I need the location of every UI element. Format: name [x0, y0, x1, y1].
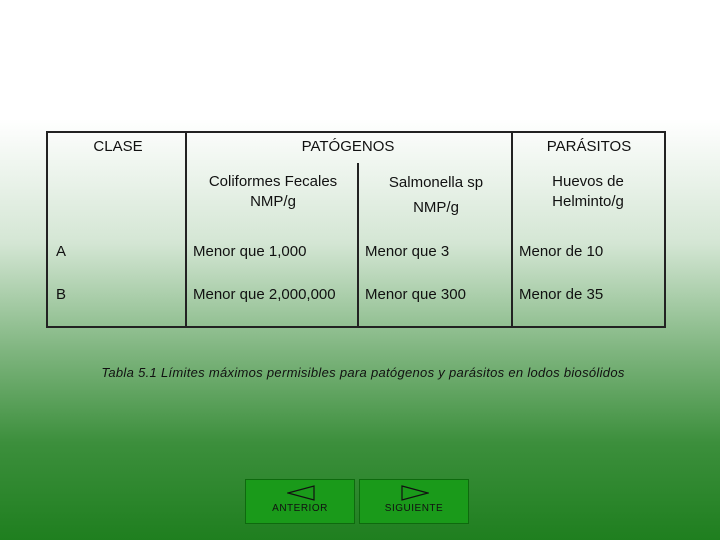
next-button-label: SIGUIENTE: [384, 503, 444, 514]
subheader-coliformes: Coliformes Fecales NMP/g: [208, 173, 338, 210]
subheader-salmonella-line1: Salmonella sp: [388, 174, 484, 191]
row-b-clase: B: [56, 286, 67, 303]
previous-button[interactable]: [245, 479, 355, 524]
triangle-left-icon: [287, 485, 315, 501]
triangle-right-icon: [401, 485, 429, 501]
header-patogenos: PATÓGENOS: [301, 138, 395, 155]
row-b-coliformes: Menor que 2,000,000: [193, 286, 336, 303]
column-divider: [185, 133, 187, 326]
previous-button-label: ANTERIOR: [272, 503, 328, 514]
row-b-salmonella: Menor que 300: [365, 286, 466, 303]
next-button[interactable]: [359, 479, 469, 524]
column-divider: [511, 133, 513, 326]
row-a-huevos: Menor de 10: [519, 243, 604, 260]
column-divider: [357, 163, 359, 326]
row-a-salmonella: Menor que 3: [365, 243, 450, 260]
subheader-huevos: Huevos de Helminto/g: [552, 173, 624, 210]
row-b-huevos: Menor de 35: [519, 286, 604, 303]
limits-table: [46, 131, 666, 328]
header-clase: CLASE: [93, 138, 143, 155]
subheader-salmonella-line2: NMP/g: [413, 199, 459, 216]
row-a-coliformes: Menor que 1,000: [193, 243, 307, 260]
row-a-clase: A: [56, 243, 67, 260]
table-caption: Tabla 5.1 Límites máximos permisibles para patógenos y parásitos en lodos biosólidos: [101, 365, 625, 380]
header-parasitos: PARÁSITOS: [546, 138, 632, 155]
